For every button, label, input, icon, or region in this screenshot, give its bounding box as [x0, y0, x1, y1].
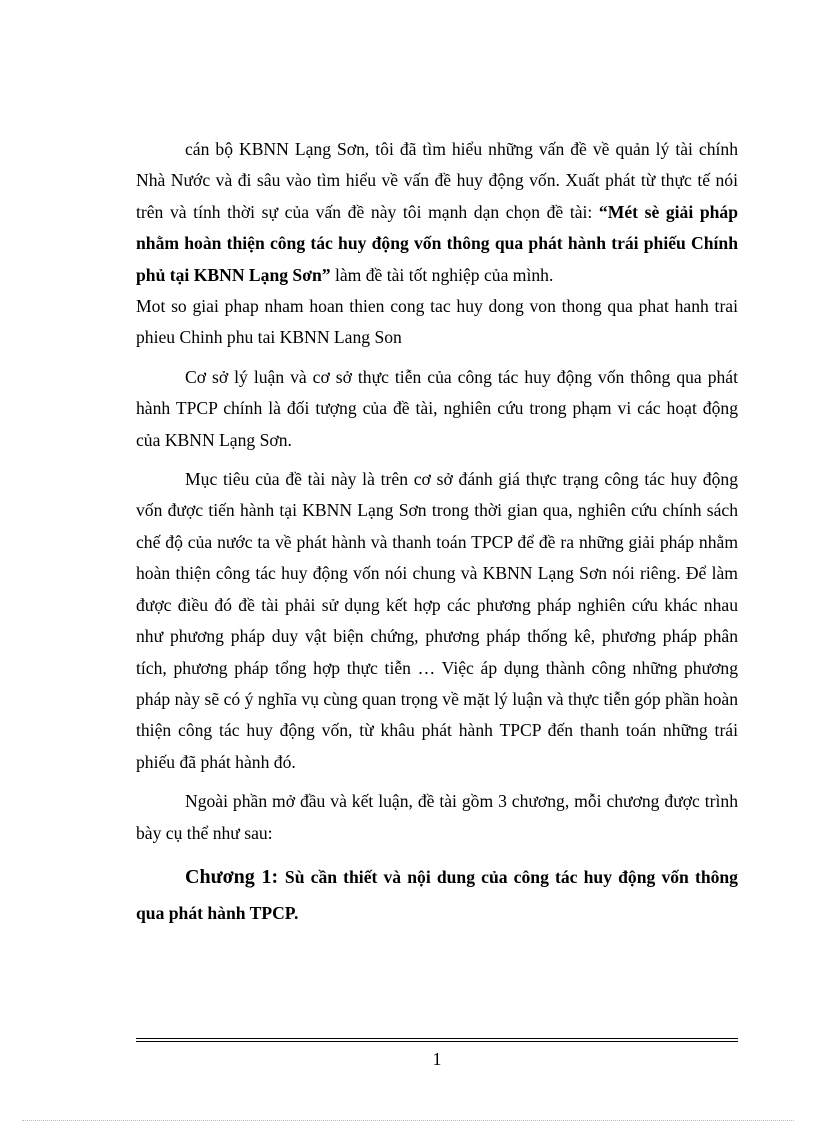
- page-boundary: [22, 1120, 794, 1121]
- footer-rule: [136, 1038, 738, 1042]
- intro-text-end: làm đề tài tốt nghiệp của mình.: [330, 264, 554, 285]
- body-text: [136, 134, 738, 931]
- ascii-title-line: Mot so giai phap nham hoan thien cong tac huy dong von thong qua phat hanh trai phieu Chinh phu tai KBNN Lang Son: [136, 296, 738, 348]
- thesis-title: “Mét sè giải pháp nhằm hoàn thiện công tác huy động vốn thông qua phát hành trái phiếu Chính phủ tại KBNN Lạng Sơn”: [136, 201, 739, 285]
- chapter-title: Sù cần thiết và nội dung của công tác huy động vốn thông qua phát hành TPCP.: [136, 866, 738, 923]
- intro-text: cán bộ KBNN Lạng Sơn, tôi đã tìm hiểu những vấn đề về quản lý tài chính Nhà Nước và đi sâu vào tìm hiểu về vấn đề huy động vốn. Xuất phát từ thực tế nói trên và tính thời sự của vấn đề này tôi mạnh dạn chọn đề tài:: [136, 139, 738, 222]
- chapter-label: Chương 1:: [185, 865, 285, 888]
- structure-paragraph: Ngoài phần mở đầu và kết luận, đề tài gồm 3 chương, mỗi chương được trình bày cụ thể như sau:: [136, 791, 738, 843]
- page-number: 1: [432, 1049, 442, 1069]
- chapter-heading: [136, 859, 738, 931]
- intro-paragraph: [136, 134, 738, 291]
- scope-paragraph: Cơ sở lý luận và cơ sở thực tiễn của công tác huy động vốn thông qua phát hành TPCP chính là đối tượng của đề tài, nghiên cứu trong phạm vi các hoạt động của KBNN Lạng Sơn.: [136, 366, 738, 450]
- objective-paragraph: Mục tiêu của đề tài này là trên cơ sở đánh giá thực trạng công tác huy động vốn được tiến hành tại KBNN Lạng Sơn trong thời gian qua, nghiên cứu chính sách chế độ của nước ta về phát hành và thanh toán TPCP để đề ra những giải pháp nhằm hoàn thiện công tác huy động vốn nói chung và KBNN Lạng Sơn nói riêng. Để làm được điều đó đề tài phải sử dụng kết hợp các phương pháp nghiên cứu khác nhau như phương pháp duy vật biện chứng, phương pháp thống kê, phương pháp phân tích, phương pháp tổng hợp thực tiễn … Việc áp dụng thành công những phương pháp này sẽ có ý nghĩa vụ cùng quan trọng về mặt lý luận và thực tiễn góp phần hoàn thiện công tác huy động vốn, từ khâu phát hành TPCP đến thanh toán những trái phiếu đã phát hành đó.: [136, 469, 738, 772]
